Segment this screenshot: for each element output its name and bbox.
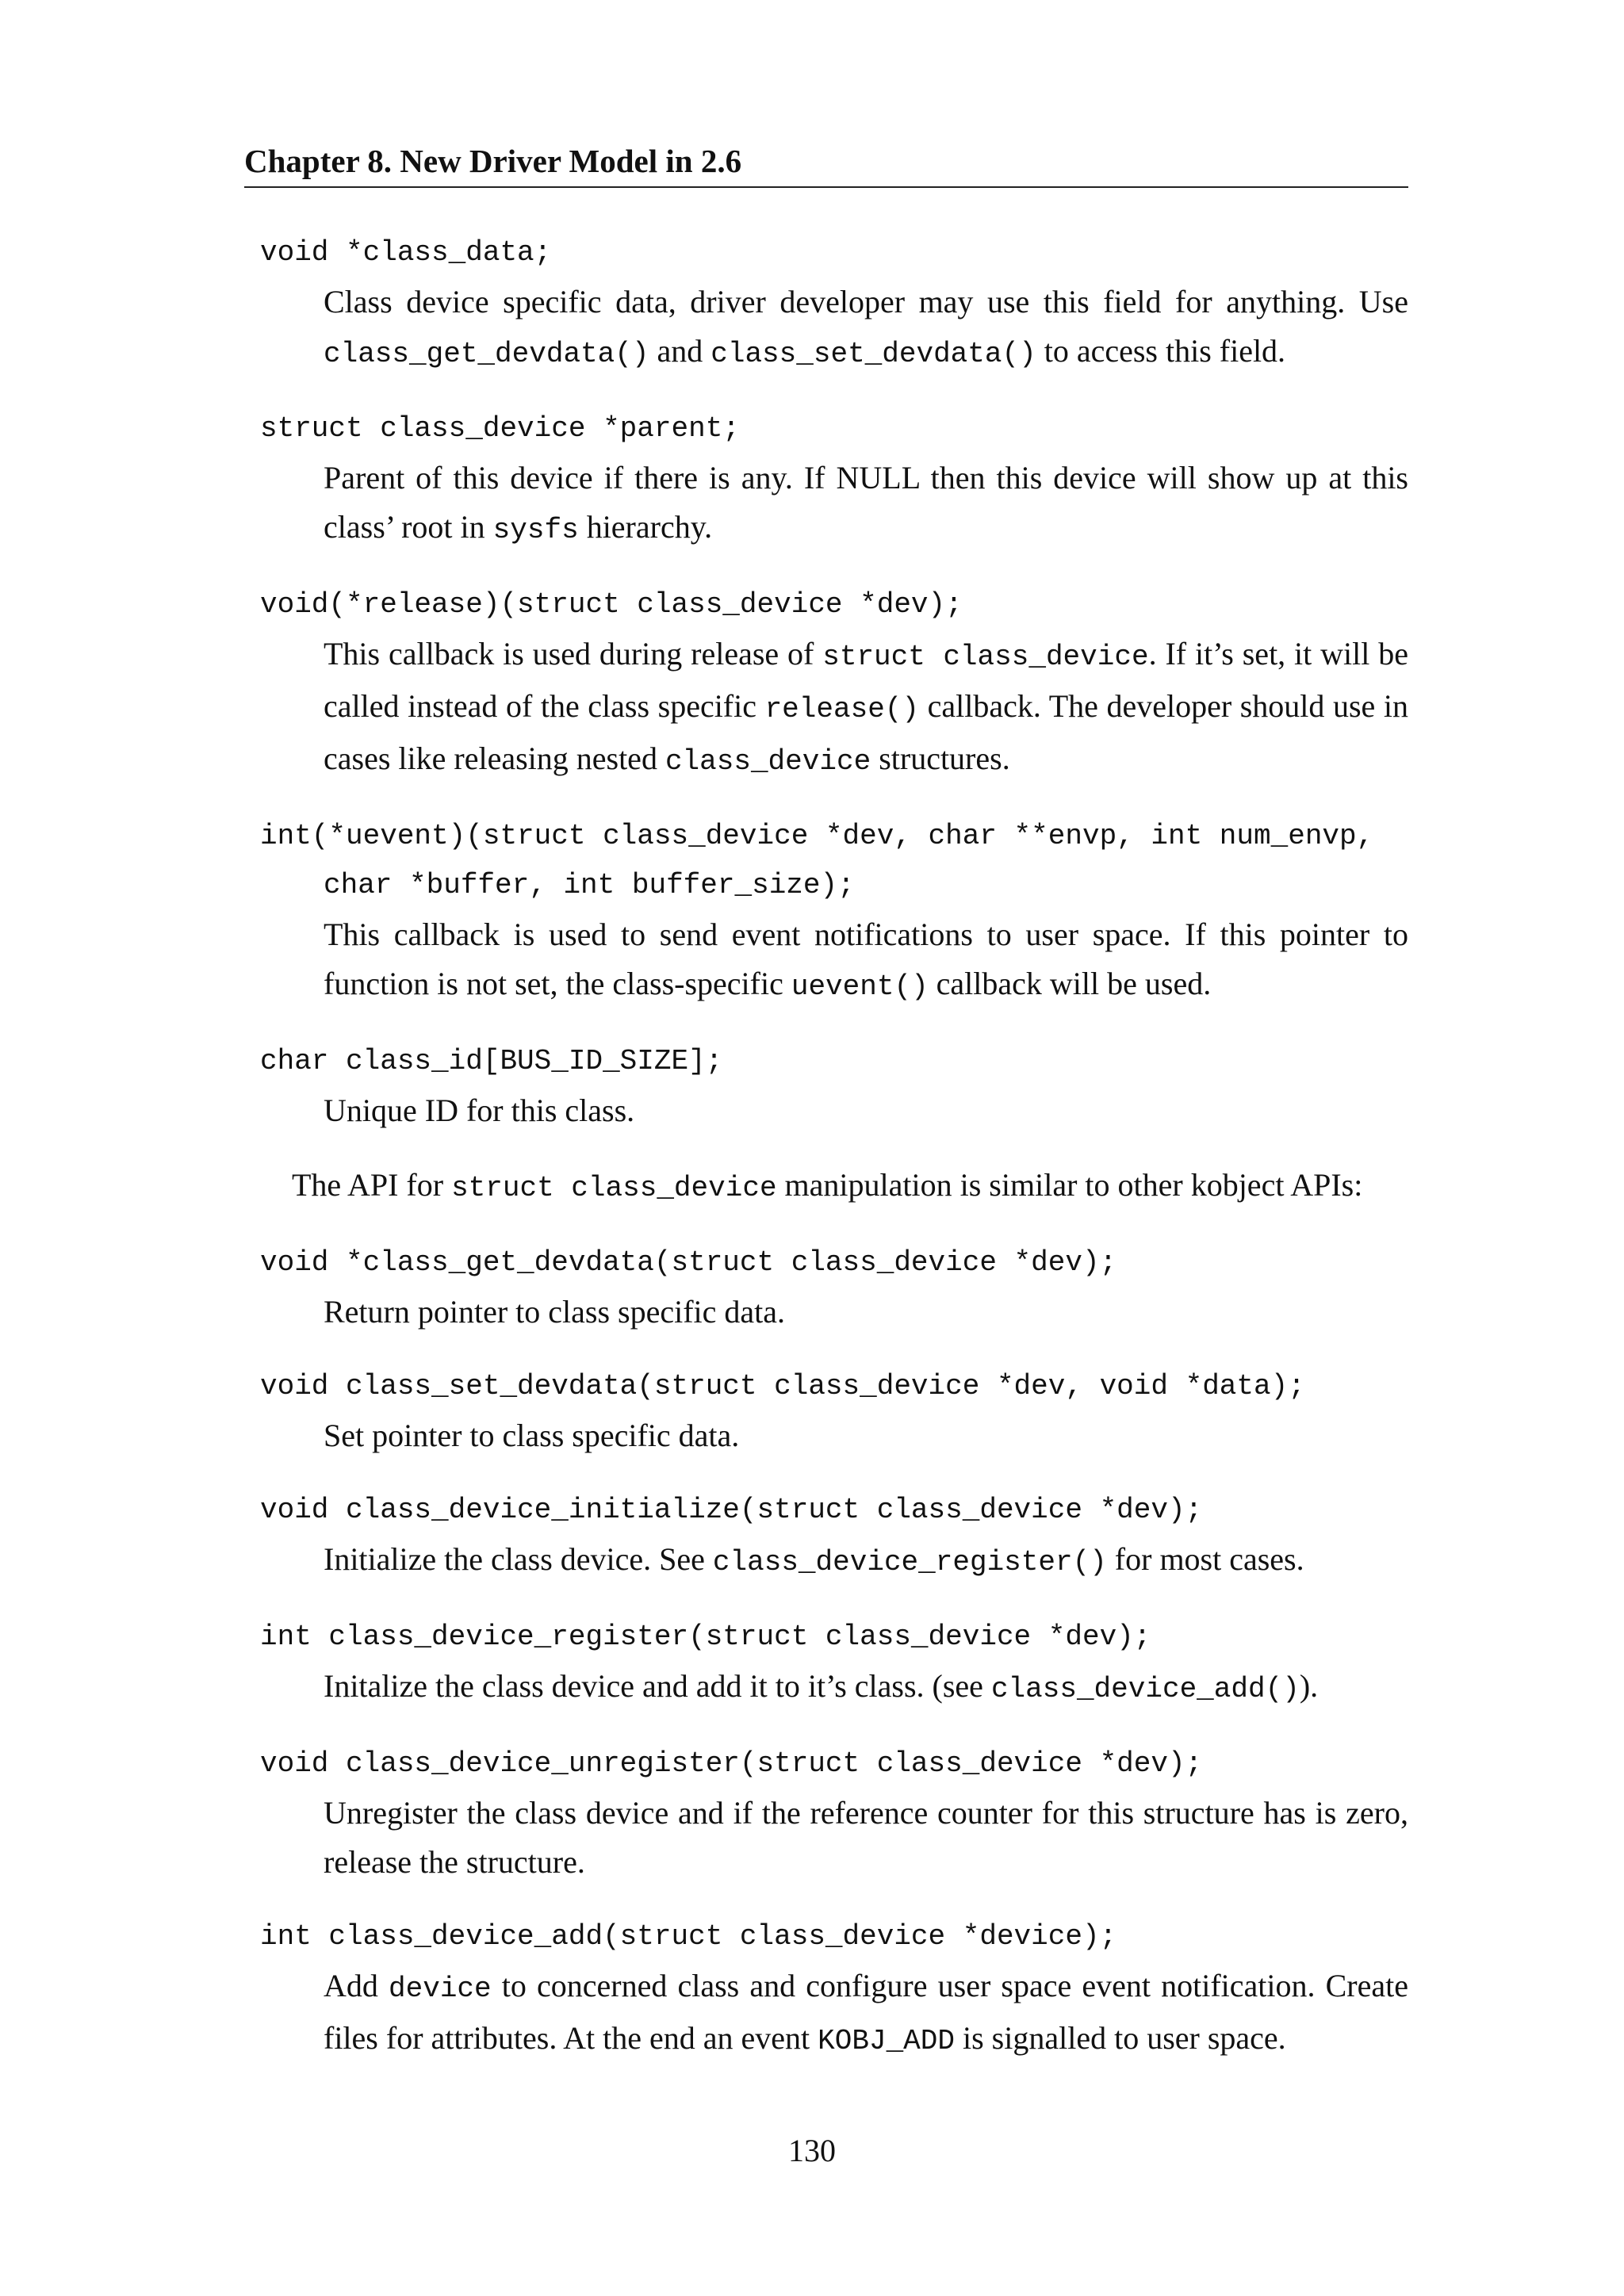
code-signature: struct class_device *parent; [260,412,740,445]
page-number: 130 [788,2133,836,2168]
definition-description [324,629,1408,786]
code-signature: void class_device_initialize(struct class_device *dev); [260,1494,1203,1526]
text-run: Initalize the class device and add it to it’s class. (see [324,1668,991,1704]
text-run: Initialize the class device. See [324,1541,713,1577]
field-list [244,228,1408,1135]
definition-entry [260,1912,1408,2066]
running-header [244,139,1408,188]
inline-code: struct class_device [822,641,1149,673]
chapter-title: Chapter 8. New Driver Model in 2.6 [244,143,742,179]
text-run: hierarchy. [578,509,713,545]
code-signature: int class_device_add(struct class_device *device); [260,1920,1117,1953]
definition-description [324,1288,1408,1337]
inline-code: struct class_device [451,1172,777,1204]
text-run: callback will be used. [928,966,1212,1001]
code-signature: char class_id[BUS_ID_SIZE]; [260,1045,723,1077]
definition-entry [260,1362,1408,1460]
code-signature: void(*release)(struct class_device *dev); [260,588,963,621]
code-signature: void class_device_unregister(struct class_device *dev); [260,1747,1203,1780]
code-signature: void *class_data; [260,236,552,269]
text-run: Class device specific data, driver developer may use this field for anything. Use [324,284,1408,320]
inline-code: KOBJ_ADD [818,2025,955,2057]
definition-description [324,1789,1408,1887]
inline-code: release() [764,693,920,725]
code-signature: int class_device_register(struct class_device *dev); [260,1621,1151,1653]
definition-entry [260,1037,1408,1135]
api-intro-paragraph [244,1161,1408,1213]
text-run: structures. [871,740,1010,776]
page-body [244,228,1408,2091]
text-run: The API for [292,1167,452,1203]
definition-entry [260,1238,1408,1337]
definition-description [324,1961,1408,2066]
text-run: Unregister the class device and if the reference counter for this structure has is zero, release the structure. [324,1795,1408,1880]
text-run: . If it’s set, it will be called instead of the class specific [324,636,1409,724]
inline-code: device [389,1973,492,2005]
text-run: is signalled to user space. [954,2020,1286,2056]
definition-description [324,910,1408,1012]
text-run: Unique ID for this class. [324,1093,635,1128]
text-run: callback. The developer should use in cases like releasing nested [324,688,1408,776]
inline-code: class_device_add() [990,1673,1300,1705]
definition-description [324,453,1408,555]
definition-entry [260,404,1408,555]
code-signature: void *class_get_devdata(struct class_device *dev); [260,1246,1117,1279]
definition-entry [260,1613,1408,1714]
definition-entry [260,1739,1408,1887]
inline-code: class_device [665,745,871,778]
definition-description [324,1086,1408,1135]
text-run: Parent of this device if there is any. If NULL then this device will show up at this class’ root in [324,460,1408,545]
inline-code: class_get_devdata() [324,338,649,370]
definition-entry [260,228,1408,379]
text-run: manipulation is similar to other kobject APIs: [776,1167,1363,1203]
inline-code: class_set_devdata() [710,338,1036,370]
text-run: This callback is used to send event notifications to user space. If this pointer to function is not set, the class-specific [324,916,1408,1001]
definition-entry [260,580,1408,786]
definition-entry [260,812,1408,1012]
text-run: to concerned class and configure user space event notification. Create files for attributes. At the end an event [324,1968,1408,2056]
definition-entry [260,1486,1408,1587]
inline-code: sysfs [492,514,579,546]
definition-description [324,1411,1408,1460]
definition-description [324,1535,1408,1587]
code-signature: int(*uevent)(struct class_device *dev, char **envp, int num_envp, char *buffer, int buffer_size); [260,820,1391,901]
inline-code: uevent() [791,970,929,1003]
text-run: and [649,333,711,369]
api-function-list [244,1238,1408,2066]
text-run: Return pointer to class specific data. [324,1294,786,1330]
definition-description [324,1662,1408,1714]
text-run: This callback is used during release of [324,636,823,672]
text-run: Add [324,1968,389,2003]
inline-code: class_device_register() [712,1546,1107,1578]
text-run: Set pointer to class specific data. [324,1418,740,1453]
definition-description [324,277,1408,379]
text-run: for most cases. [1106,1541,1304,1577]
code-signature: void class_set_devdata(struct class_device *dev, void *data); [260,1370,1305,1402]
text-run: to access this field. [1036,333,1286,369]
text-run: ). [1299,1668,1319,1704]
